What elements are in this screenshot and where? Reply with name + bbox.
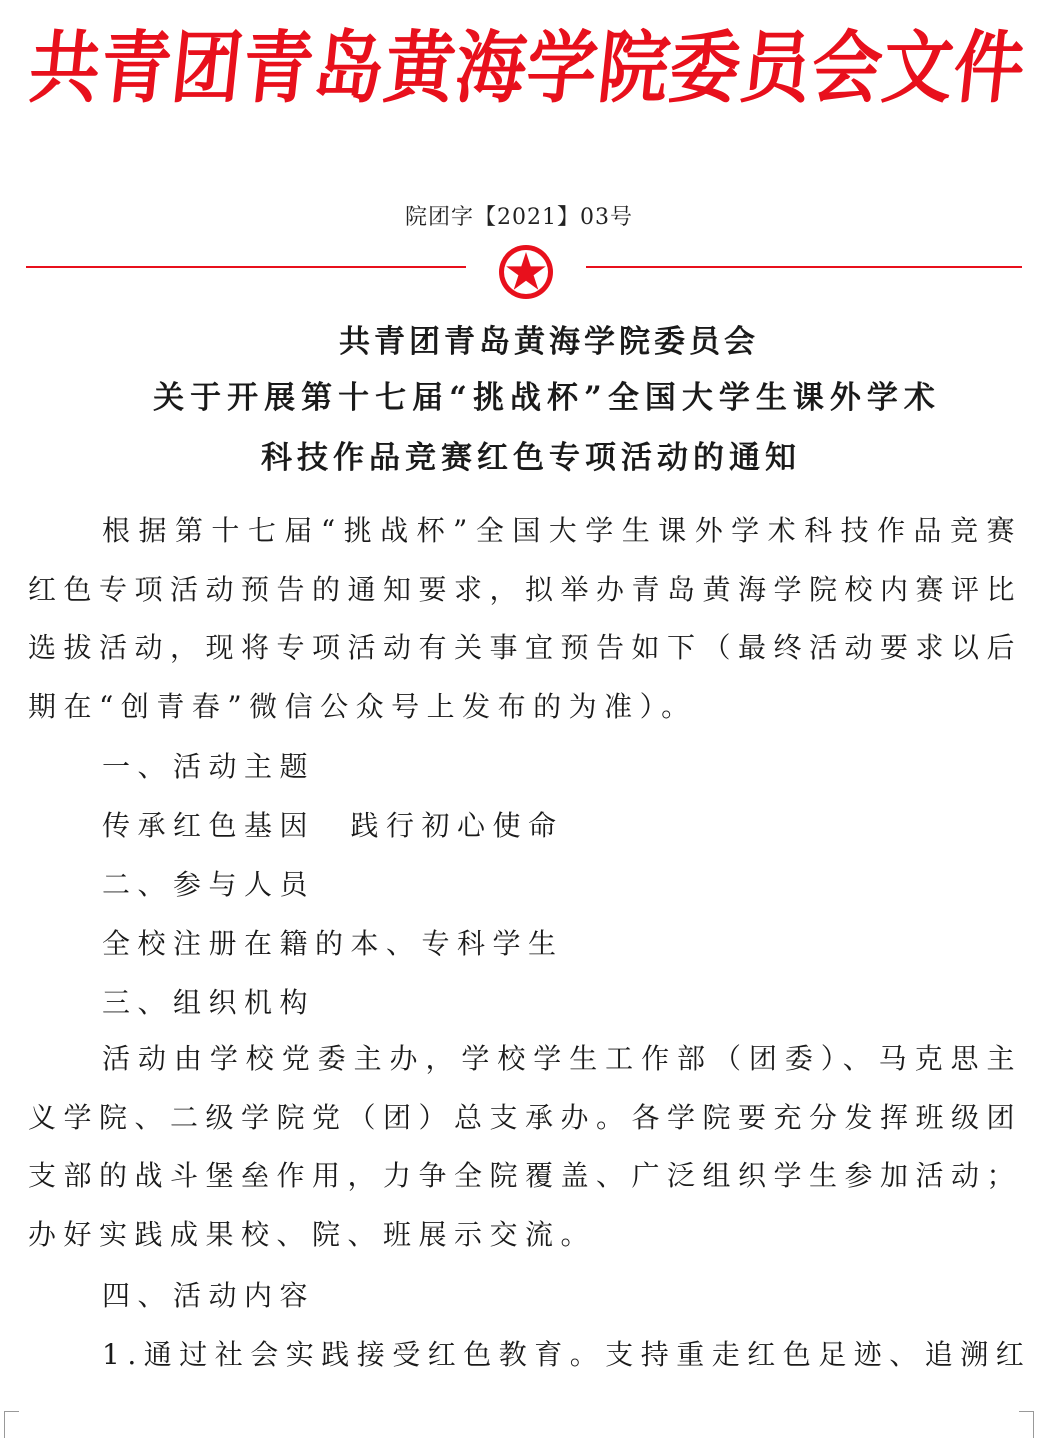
masthead-char: 青	[96, 20, 177, 114]
document-title-line-1: 共青团青岛黄海学院委员会	[339, 324, 759, 360]
masthead-char: 共	[25, 20, 105, 114]
document-number: 院团字【2021】03号	[405, 205, 633, 230]
divider-line-left	[26, 266, 466, 268]
masthead-char: 院	[593, 20, 674, 114]
masthead-char: 海	[451, 20, 532, 114]
section-heading: 四、活动内容	[102, 1279, 316, 1312]
masthead-char: 岛	[309, 20, 390, 114]
masthead-char: 学	[522, 20, 603, 114]
masthead-title	[0, 8, 1038, 128]
section-paragraph: 活动由学校党委主办，学校学生工作部（团委）、马克思主义学院、二级学院党（团）总支承办。各学院要充分发挥班级团支部的战斗堡垒作用，力争全院覆盖、广泛组织学生参加活动；办好实践成果校、院、班展示交流。	[28, 1042, 1023, 1251]
document-title-line-2: 关于开展第十七届“挑战杯”全国大学生课外学术	[153, 380, 941, 416]
intro-paragraph: 根据第十七届“挑战杯”全国大学生课外学术科技作品竞赛红色专项活动预告的通知要求，拟举办青岛黄海学院校内赛评比选拔活动，现将专项活动有关事宜预告如下（最终活动要求以后期在“创青春”微信公众号上发布的为准）。	[28, 514, 1023, 723]
section-heading: 一、活动主题	[102, 750, 316, 783]
masthead-char: 黄	[380, 20, 461, 114]
section-item: 1.通过社会实践接受红色教育。支持重走红色足迹、追溯红	[102, 1338, 1032, 1371]
page-corner-mark	[1019, 1411, 1034, 1438]
red-divider	[26, 264, 1022, 304]
masthead-char: 会	[806, 20, 887, 114]
section-heading: 二、参与人员	[102, 868, 316, 901]
masthead-char: 件	[948, 20, 1029, 114]
page-corner-mark	[4, 1411, 19, 1438]
masthead-char: 文	[877, 20, 958, 114]
masthead-char: 团	[167, 20, 248, 114]
red-star-emblem-icon	[496, 242, 556, 302]
section-text: 传承红色基因 践行初心使命	[102, 809, 564, 842]
masthead-char: 员	[735, 20, 816, 114]
masthead-char: 青	[238, 20, 319, 114]
document-title-line-3: 科技作品竞赛红色专项活动的通知	[261, 440, 801, 476]
section-heading: 三、组织机构	[102, 986, 316, 1019]
divider-line-right	[586, 266, 1022, 268]
section-text: 全校注册在籍的本、专科学生	[102, 927, 564, 960]
masthead-char: 委	[664, 20, 745, 114]
